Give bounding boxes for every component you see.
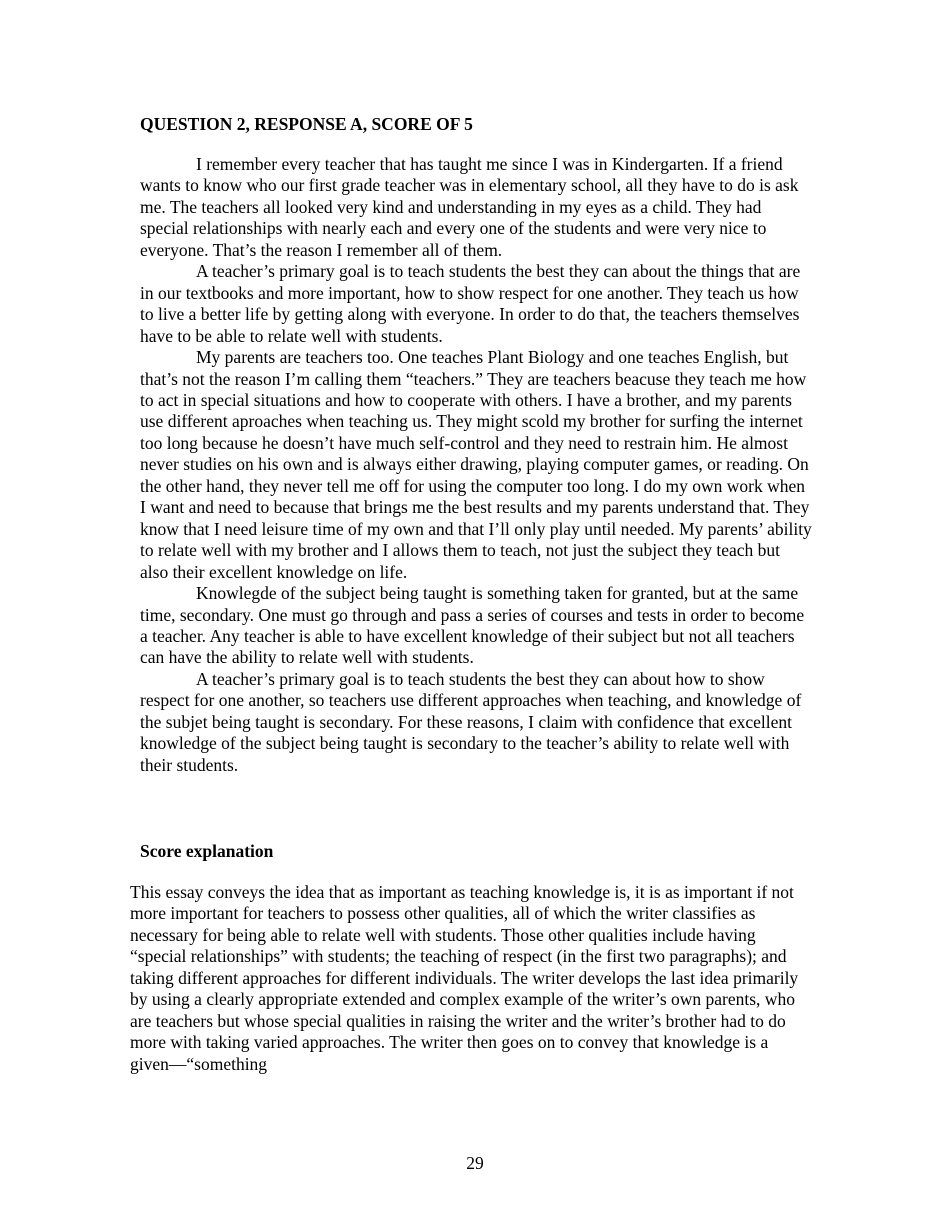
essay-paragraph-3: My parents are teachers too. One teaches Plant Biology and one teaches English, but that’s not the reason I’m calling them “teachers.” They are teachers beacuse they teach me how to act in special situations and how to cooperate with others. I have a brother, and my parents use different aproaches when teaching us. They might scold my brother for surfing the internet too long because he doesn’t have much self-control and they need to restrain him. He almost never studies on his own and is always either drawing, playing computer games, or reading. On the other hand, they never tell me off for using the computer too long. I do my own work when I want and need to because that brings me the best results and my parents understand that. They know that I need leisure time of my own and that I’ll only play until needed. My parents’ ability to relate well with my brother and I allows them to teach, not just the subject they teach but also their excellent knowledge on life. <box>140 347 812 582</box>
essay-paragraph-5: A teacher’s primary goal is to teach students the best they can about how to show respect for one another, so teachers use different approaches when teaching, and knowledge of the subjet being taught is secondary. For these reasons, I claim with confidence that excellent knowledge of the subject being taught is secondary to the teacher’s ability to relate well with their students. <box>140 668 802 775</box>
essay-paragraph-2: A teacher’s primary goal is to teach students the best they can about the things that are in our textbooks and more important, how to show respect for one another. They teach us how to live a better life by getting along with everyone. In order to do that, the teachers themselves have to be able to relate well with students. <box>140 261 801 346</box>
essay-paragraph-1: I remember every teacher that has taught me since I was in Kindergarten. If a friend wants to know who our first grade teacher was in elementary school, all they have to do is ask me. The teachers all looked very kind and understanding in my eyes as a child. They had special relationships with nearly each and every one of the students and were very nice to everyone. That’s the reason I remember all of them. <box>140 154 799 260</box>
score-explanation-heading: Score explanation <box>140 841 274 861</box>
essay-response <box>140 154 812 776</box>
score-explanation-text: This essay conveys the idea that as important as teaching knowledge is, it is as important if not more important for teachers to possess other qualities, all of which the writer classifies as necessary for being able to relate well with students. Those other qualities include having “special relationships” with students; the teaching of respect (in the first two paragraphs); and taking different approaches for different individuals. The writer develops the last idea primarily by using a clearly appropriate extended and complex example of the writer’s own parents, who are teachers but whose special qualities in raising the writer and the writer’s brother had to do more with taking varied approaches. The writer then goes on to convey that knowledge is a given—“something <box>130 882 799 1074</box>
question-heading: QUESTION 2, RESPONSE A, SCORE OF 5 <box>140 114 473 134</box>
page-number: 29 <box>466 1153 484 1173</box>
essay-paragraph-4: Knowlegde of the subject being taught is something taken for granted, but at the same time, secondary. One must go through and pass a series of courses and tests in order to become a teacher. Any teacher is able to have excellent knowledge of their subject but not all teachers can have the ability to relate well with students. <box>140 583 805 668</box>
